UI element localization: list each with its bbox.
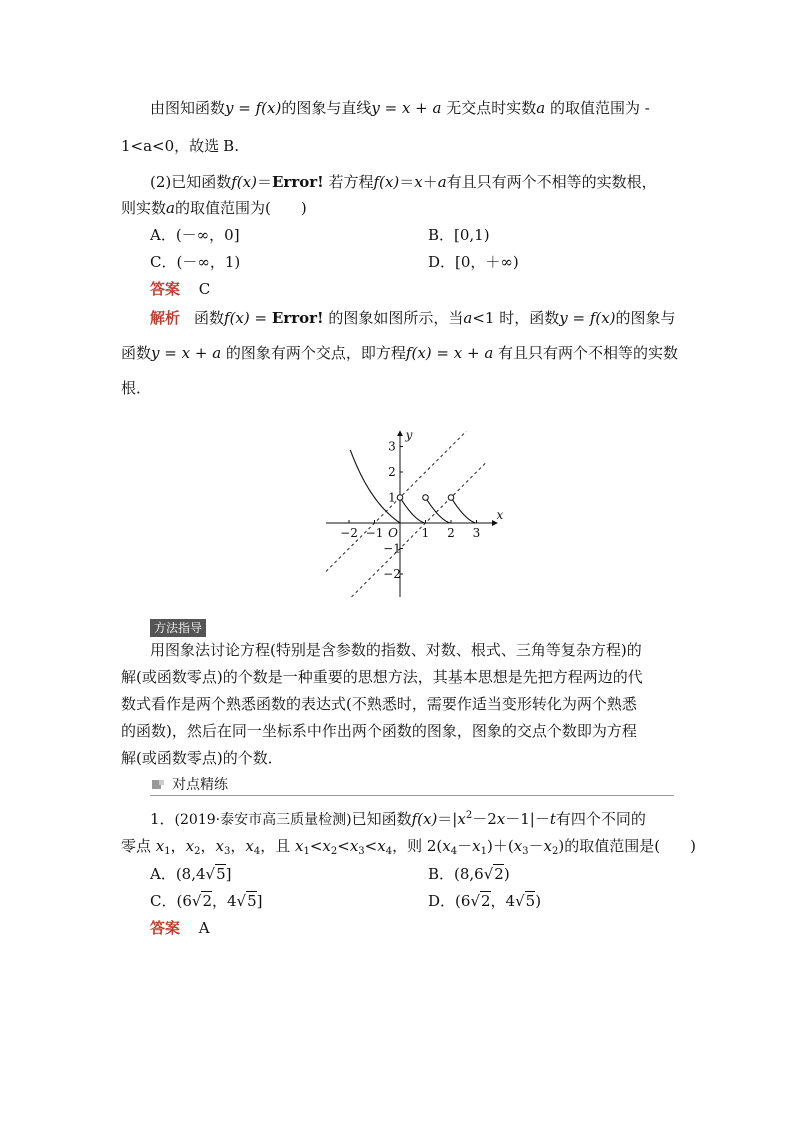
radicand: 5	[216, 865, 226, 883]
text: 有且只有两个不相等的实数	[493, 344, 679, 362]
var: x	[349, 837, 359, 855]
text: =	[159, 344, 182, 362]
text: 有且只有两个不相等的实数根，	[446, 173, 657, 191]
subscript: 4	[385, 846, 393, 857]
var: f(x)	[255, 99, 282, 117]
var: x	[513, 837, 523, 855]
heading-divider	[150, 795, 674, 796]
analysis-line-2	[121, 343, 678, 363]
practice-option-b	[428, 864, 510, 884]
open-point	[397, 495, 403, 501]
var: x	[496, 810, 506, 828]
function-graph	[314, 415, 514, 611]
text: =	[379, 99, 402, 117]
x-tick-label: 3	[472, 526, 481, 540]
var: f(x)	[224, 309, 250, 327]
var: x	[401, 99, 411, 117]
radicand: 2	[202, 892, 212, 910]
curve-left	[350, 450, 400, 523]
y-tick-label: 3	[388, 439, 396, 454]
var: y	[559, 309, 568, 327]
text: ＝	[256, 173, 272, 191]
answer-value: A	[198, 919, 210, 937]
var: a	[212, 344, 222, 362]
var: a	[463, 309, 473, 327]
y-tick-label: −1	[383, 541, 401, 556]
text: )	[535, 892, 542, 910]
text: ＝|	[437, 810, 458, 828]
answer-label: 答案	[150, 280, 181, 298]
var: x	[414, 173, 423, 191]
text: ，则 2(	[392, 837, 443, 855]
problem2-line-1	[150, 172, 657, 192]
practice-option-a	[150, 864, 232, 884]
text: 有四个不同的	[555, 810, 646, 828]
error-text: Error!	[271, 173, 324, 191]
option-d: D．[0，＋∞)	[428, 253, 519, 271]
text: +	[410, 99, 433, 117]
analysis-line-3: 根．	[121, 379, 152, 397]
text: 的图象有两个交点，即方程	[221, 344, 406, 362]
var: f(x)	[405, 344, 432, 362]
origin-label: O	[388, 526, 398, 540]
sqrt-sign: √	[483, 865, 494, 883]
practice-q1-line-2	[121, 836, 696, 862]
radicand: 5	[525, 892, 536, 910]
var: x	[185, 837, 195, 855]
subscript: 2	[194, 846, 201, 857]
text: ＝	[399, 173, 415, 191]
var: a	[437, 173, 447, 191]
method-line-4: 的函数)，然后在同一坐标系中作出两个函数的图象，图象的交点个数即为方程	[121, 722, 637, 740]
var: x	[181, 344, 191, 362]
curve-arc	[451, 498, 475, 523]
sqrt-sign: √	[515, 892, 525, 910]
text: A．(8,4	[150, 865, 206, 883]
subscript: 1	[164, 846, 171, 857]
var: x	[245, 837, 254, 855]
text: ＋	[422, 173, 438, 191]
var: x	[543, 837, 553, 855]
text: －2	[472, 810, 497, 828]
text: 若方程	[323, 173, 374, 191]
error-text: Error!	[271, 309, 324, 327]
x-tick-label: 1	[421, 526, 430, 540]
text: =	[233, 99, 256, 117]
method-tag: 方法指导	[150, 619, 206, 637]
text: <1 时，函数	[472, 309, 560, 327]
open-point	[448, 495, 454, 501]
y-tick-label: 1	[388, 490, 396, 505]
question-source: (2019·泰安市高三质量检测)	[174, 812, 352, 828]
text: <	[309, 837, 323, 855]
problem2-line-2	[121, 198, 307, 218]
conclusion-line-1	[150, 98, 650, 118]
sqrt-sign: √	[205, 865, 216, 883]
text: －	[457, 837, 473, 855]
var: f(x)	[231, 173, 257, 191]
text: =	[431, 344, 454, 362]
text: =	[249, 309, 272, 327]
text: ，且	[260, 837, 295, 855]
question-number: 1．	[150, 810, 175, 828]
y-tick-label: 2	[388, 465, 396, 479]
text: B．(8,6	[428, 865, 484, 883]
method-line-3: 数式看作是两个熟悉函数的表达式(不熟悉时，需要作适当变形转化为两个熟悉	[121, 695, 637, 713]
x-axis-label: x	[496, 508, 504, 522]
text: D．(6	[428, 892, 471, 910]
var: f(x)	[373, 173, 400, 191]
text: ]	[225, 865, 232, 883]
text: 1<a<0，故选	[121, 137, 220, 155]
text: 的图象与	[615, 309, 676, 327]
subscript: 4	[253, 846, 261, 857]
answer-line	[150, 279, 210, 299]
practice-heading	[152, 776, 228, 794]
answer-value: C	[198, 280, 211, 298]
text: B.	[223, 137, 239, 155]
radicand: 5	[247, 892, 257, 910]
var: a	[484, 344, 494, 362]
text: 函数	[121, 344, 152, 362]
var: x	[294, 837, 304, 855]
var: y	[371, 99, 380, 117]
text: －1|－	[505, 810, 550, 828]
var: t	[549, 810, 556, 828]
text: +	[462, 344, 485, 362]
practice-q1-line-1	[150, 806, 646, 830]
option-b: B．[0,1)	[428, 226, 490, 244]
text: <	[337, 837, 350, 855]
y-tick-label: −2	[383, 567, 401, 581]
subscript: 2	[330, 846, 338, 857]
text: <	[364, 837, 378, 855]
var: x	[155, 837, 165, 855]
subscript: 3	[223, 846, 231, 857]
text: 的图象与直线	[281, 99, 372, 117]
var: x	[377, 837, 386, 855]
text: )的取值范围是( )	[558, 837, 696, 855]
text: 的图象如图所示，当	[323, 309, 464, 327]
subscript: 1	[303, 846, 310, 857]
analysis-line-1	[150, 308, 676, 328]
practice-option-c	[150, 891, 263, 911]
var: y	[151, 344, 160, 362]
var: a	[432, 99, 442, 117]
subscript: 3	[522, 846, 529, 857]
option-a: A．(－∞，0]	[150, 226, 240, 244]
text: ，	[230, 837, 246, 855]
conclusion-line-2	[121, 136, 239, 156]
text: 函数	[194, 309, 225, 327]
superscript: 2	[465, 810, 473, 821]
heading-text: 对点精练	[172, 777, 228, 793]
text: 的取值范围为( )	[174, 199, 307, 217]
x-tick-label: −2	[340, 526, 358, 540]
text: ，	[170, 837, 186, 855]
text: －	[528, 837, 544, 855]
text: ，	[200, 837, 216, 855]
answer-label: 答案	[150, 919, 181, 937]
text: ]	[256, 892, 263, 910]
option-c: C．(－∞，1)	[150, 253, 241, 271]
curve-arc	[400, 498, 424, 523]
text: 的取值范围为 -	[545, 99, 650, 117]
method-line-1: 用图象法讨论方程(特别是含参数的指数、对数、根式、三角等复杂方程)的	[150, 641, 642, 659]
subscript: 2	[552, 846, 559, 857]
var: x	[322, 837, 331, 855]
open-point	[423, 495, 429, 501]
sqrt-sign: √	[236, 892, 247, 910]
text: 零点	[121, 837, 156, 855]
radicand: 2	[481, 892, 491, 910]
x-tick-label: 2	[447, 526, 455, 540]
x-tick-label: −1	[365, 526, 384, 540]
practice-option-d	[428, 891, 541, 911]
text: ，4	[211, 892, 237, 910]
y-axis-label: y	[405, 428, 413, 443]
var: f(x)	[411, 810, 438, 828]
radicand: 2	[494, 865, 504, 883]
text: (2)已知函数	[150, 173, 232, 191]
text: 无交点时实数	[441, 99, 537, 117]
var: a	[536, 99, 546, 117]
var: a	[166, 199, 175, 217]
text: +	[190, 344, 213, 362]
subscript: 4	[450, 846, 458, 857]
subscript: 3	[358, 846, 365, 857]
subscript: 1	[480, 846, 487, 857]
square-icon	[159, 780, 164, 785]
sqrt-sign: √	[191, 892, 202, 910]
practice-answer-line	[150, 918, 210, 938]
var: x	[457, 810, 466, 828]
var: y	[225, 99, 234, 117]
text: ，4	[490, 892, 516, 910]
var: x	[453, 344, 463, 362]
var: x	[442, 837, 451, 855]
var: f(x)	[589, 309, 616, 327]
text: 由图知函数	[150, 99, 226, 117]
text: C．(6	[150, 892, 192, 910]
var: x	[472, 837, 481, 855]
text: 已知函数	[351, 810, 412, 828]
sqrt-sign: √	[470, 892, 480, 910]
text: 则实数	[121, 199, 167, 217]
text: )＋(	[486, 837, 514, 855]
method-line-2: 解(或函数零点)的个数是一种重要的思想方法，其基本思想是先把方程两边的代	[121, 668, 643, 686]
text: =	[567, 309, 590, 327]
method-line-5: 解(或函数零点)的个数．	[121, 749, 283, 767]
analysis-label: 解析	[150, 309, 181, 327]
var: x	[215, 837, 224, 855]
text: )	[503, 865, 510, 883]
